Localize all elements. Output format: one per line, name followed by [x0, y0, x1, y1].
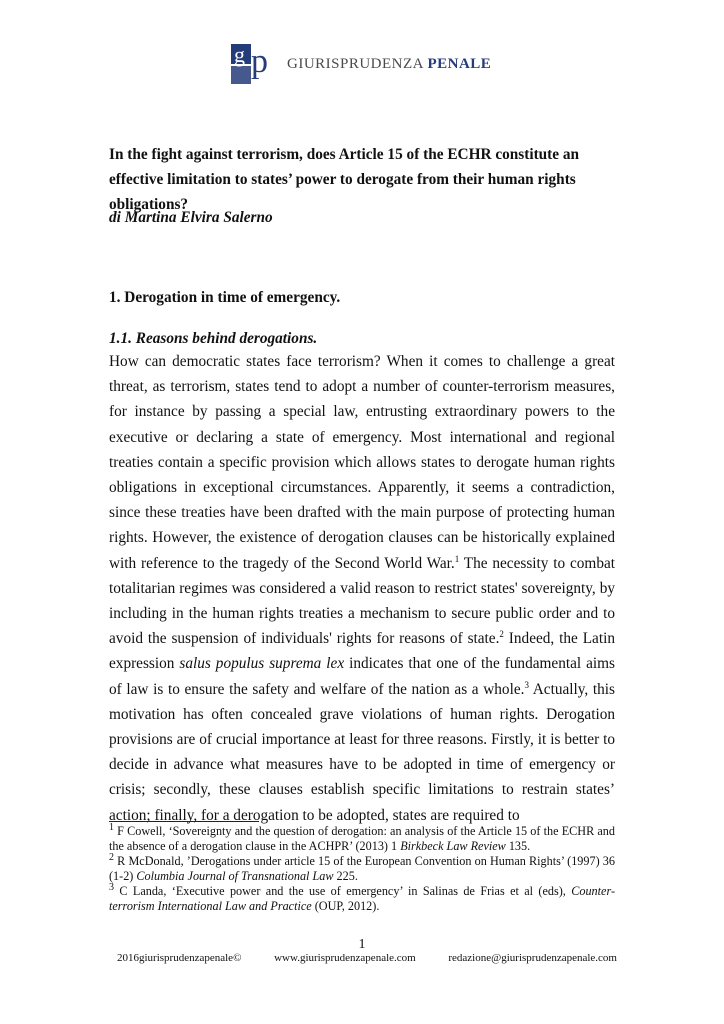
body-text-part: indicates that one of the fundamental aims of law is to ensure the safety and welfare of the nation as a whole. [109, 655, 615, 698]
article-title: In the fight against terrorism, does Article 15 of the ECHR constitute an effective limitation to states’ power to derogate from their human rights obligations? [109, 146, 580, 213]
footnote-ref: 2 [499, 629, 504, 640]
section-heading: 1. Derogation in time of emergency. [109, 289, 341, 306]
footnote [109, 824, 615, 853]
page-number: 1 [358, 937, 366, 952]
latin-expression: salus populus suprema lex [179, 655, 345, 673]
journal-name [287, 56, 491, 73]
footer-copyright: 2016giurisprudenzapenale© [117, 952, 242, 964]
footnote-journal: Counter-terrorism International Law and Practice [109, 884, 615, 913]
footnote-ref: 3 [524, 679, 529, 690]
journal-name-word2: PENALE [427, 55, 492, 72]
svg-text:p: p [251, 43, 268, 80]
footnote-text: 135. [505, 838, 531, 853]
article-author: di Martina Elvira Salerno [109, 209, 273, 226]
footer-website: www.giurisprudenzapenale.com [274, 952, 416, 964]
body-paragraph [109, 349, 615, 828]
footnote-text: F Cowell, ‘Sovereignty and the question of derogation: an analysis of the Article 15 of the ECHR and the absence of a derogation clause in the ACHPR’ (2013) 1 [109, 824, 615, 853]
footnote-text: R McDonald, ’Derogations under article 15 of the European Convention on Human Rights’ (1997) 36 (1-2) [109, 854, 615, 883]
footnote-number: 1 [109, 822, 114, 833]
subsection-heading: 1.1. Reasons behind derogations. [109, 330, 318, 347]
body-text-part: How can democratic states face terrorism? When it comes to challenge a great threat, as terrorism, states tend to adopt a number of counter-terrorism measures, for instance by passing a special law, entrusting extraordinary powers to the executive or declaring a state of emergency. Most international and regional treaties contain a specific provision which allows states to derogate human rights obligations in exceptional circumstances. Apparently, it seems a contradiction, since these treaties have been drafted with the main purpose of protecting human rights. However, the existence of derogation clauses can be historically explained with reference to the tragedy of the Second World War. [109, 353, 615, 572]
journal-name-word1: GIURISPRUDENZA [287, 55, 424, 72]
footnote [109, 854, 615, 883]
footnotes [109, 824, 615, 915]
svg-text:g: g [234, 42, 245, 67]
gp-monogram-icon [231, 42, 279, 86]
body-text-part: The necessity to combat totalitarian regimes was considered a valid reason to restrict states' sovereignty, by including in the human rights treaties a mechanism to secure public order and to avoid the suspension of individuals' rights for reasons of state. [109, 554, 616, 648]
footnote-journal: Columbia Journal of Transnational Law [136, 868, 334, 883]
body-text-part: Actually, this motivation has often concealed grave violations of human rights. Derogation provisions are of crucial importance at least for three reasons. Firstly, it is better to decide in advance what measures have to be adopted in time of emergency or crisis; secondly, these clauses establish specific limitations to restrain states’ action; finally, for a derogation to be adopted, states are required to [109, 680, 615, 824]
footnote-ref: 1 [454, 553, 460, 564]
footnote-text: C Landa, ‘Executive power and the use of emergency’ in Salinas de Frias et al (eds), [114, 884, 572, 899]
page-footer [117, 952, 617, 964]
footnote-number: 3 [109, 882, 114, 894]
body-text-part: Indeed, the Latin expression [109, 630, 615, 673]
footnote [109, 884, 615, 913]
footer-email: redazione@giurisprudenzapenale.com [448, 952, 617, 964]
journal-logo [231, 42, 491, 86]
footnote-separator [109, 821, 259, 822]
footnote-journal: Birkbeck Law Review [400, 838, 506, 853]
footnote-text: 225. [333, 868, 358, 883]
footnote-number: 2 [109, 852, 114, 864]
footnote-text: (OUP, 2012). [311, 898, 380, 913]
